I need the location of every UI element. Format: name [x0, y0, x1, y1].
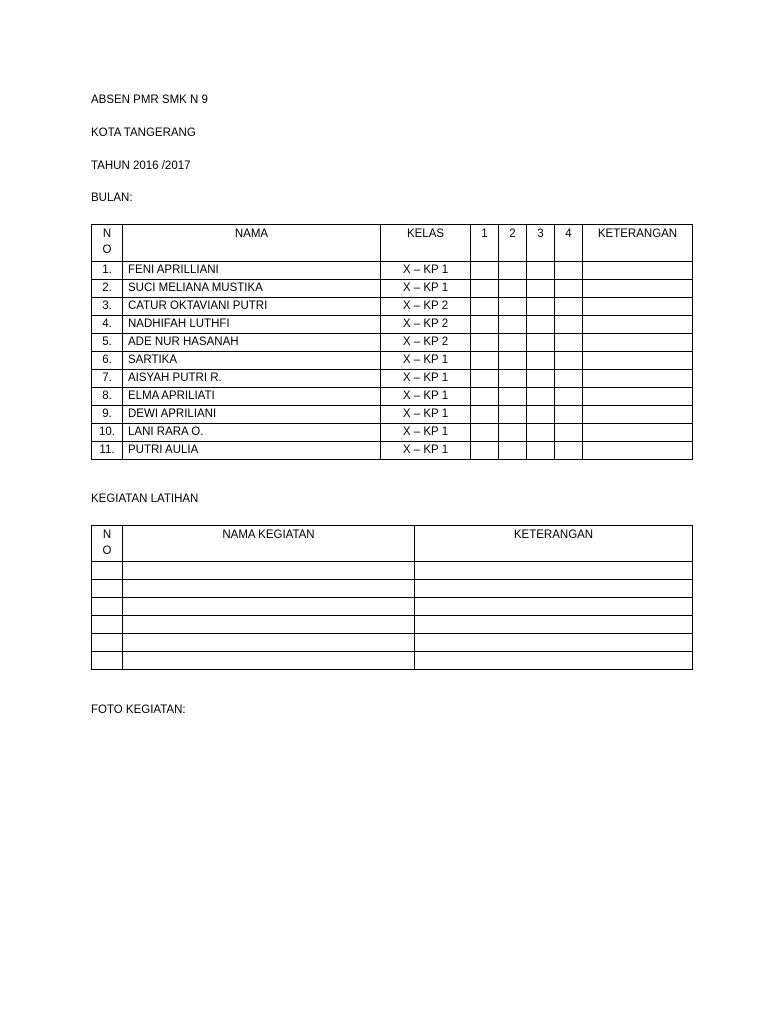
table-row — [92, 598, 693, 616]
row-week-3 — [527, 370, 555, 388]
row-no: 1. — [92, 262, 123, 280]
table-row — [92, 370, 693, 388]
row-nama: ADE NUR HASANAH — [123, 334, 381, 352]
row-week-1 — [471, 298, 499, 316]
row-week-4 — [555, 352, 583, 370]
doc-year: TAHUN 2016 /2017 — [91, 160, 191, 172]
cell — [92, 562, 123, 580]
doc-month: BULAN: — [91, 192, 133, 204]
row-keterangan — [583, 370, 693, 388]
row-week-1 — [471, 388, 499, 406]
cell — [92, 580, 123, 598]
row-no: 9. — [92, 406, 123, 424]
cell — [123, 598, 415, 616]
row-nama: DEWI APRILIANI — [123, 406, 381, 424]
row-week-3 — [527, 298, 555, 316]
row-week-4 — [555, 298, 583, 316]
row-week-4 — [555, 280, 583, 298]
row-week-1 — [471, 406, 499, 424]
row-week-3 — [527, 442, 555, 460]
row-week-3 — [527, 262, 555, 280]
row-nama: ELMA APRILIATI — [123, 388, 381, 406]
row-week-4 — [555, 262, 583, 280]
row-week-1 — [471, 334, 499, 352]
row-kelas: X – KP 1 — [381, 352, 471, 370]
cell — [92, 652, 123, 670]
row-keterangan — [583, 406, 693, 424]
cell — [415, 598, 693, 616]
row-keterangan — [583, 442, 693, 460]
cell — [415, 652, 693, 670]
row-no: 6. — [92, 352, 123, 370]
cell — [123, 562, 415, 580]
table-row — [92, 262, 693, 280]
row-keterangan — [583, 352, 693, 370]
row-week-2 — [499, 316, 527, 334]
row-week-3 — [527, 388, 555, 406]
row-week-4 — [555, 334, 583, 352]
row-kelas: X – KP 1 — [381, 262, 471, 280]
row-week-4 — [555, 406, 583, 424]
row-nama: FENI APRILLIANI — [123, 262, 381, 280]
cell — [123, 634, 415, 652]
row-kelas: X – KP 1 — [381, 442, 471, 460]
row-week-3 — [527, 424, 555, 442]
doc-title: ABSEN PMR SMK N 9 — [91, 94, 208, 106]
row-kelas: X – KP 1 — [381, 406, 471, 424]
row-week-2 — [499, 406, 527, 424]
attendance-table — [91, 224, 693, 460]
row-week-3 — [527, 406, 555, 424]
table-row — [92, 442, 693, 460]
header-keterangan: KETERANGAN — [583, 225, 693, 262]
row-kelas: X – KP 1 — [381, 424, 471, 442]
cell — [415, 616, 693, 634]
kegiatan-title: KEGIATAN LATIHAN — [91, 493, 199, 505]
row-no: 8. — [92, 388, 123, 406]
row-keterangan — [583, 388, 693, 406]
cell — [123, 652, 415, 670]
row-no: 2. — [92, 280, 123, 298]
table-row — [92, 334, 693, 352]
cell — [123, 580, 415, 598]
row-keterangan — [583, 262, 693, 280]
table-row — [92, 652, 693, 670]
table-row — [92, 280, 693, 298]
row-keterangan — [583, 424, 693, 442]
table-row — [92, 616, 693, 634]
row-nama: SARTIKA — [123, 352, 381, 370]
table-row — [92, 298, 693, 316]
row-week-2 — [499, 442, 527, 460]
row-week-1 — [471, 352, 499, 370]
activity-header-nama-kegiatan: NAMA KEGIATAN — [123, 526, 415, 562]
header-no: N O — [92, 225, 123, 262]
row-week-1 — [471, 262, 499, 280]
row-week-4 — [555, 424, 583, 442]
header-week-3: 3 — [527, 225, 555, 262]
table-row — [92, 388, 693, 406]
row-no: 10. — [92, 424, 123, 442]
activity-header-no: N O — [92, 526, 123, 562]
row-nama: SUCI MELIANA MUSTIKA — [123, 280, 381, 298]
row-no: 11. — [92, 442, 123, 460]
row-week-3 — [527, 280, 555, 298]
header-week-4: 4 — [555, 225, 583, 262]
row-week-2 — [499, 280, 527, 298]
row-nama: AISYAH PUTRI R. — [123, 370, 381, 388]
cell — [415, 634, 693, 652]
row-week-2 — [499, 370, 527, 388]
row-week-3 — [527, 316, 555, 334]
cell — [92, 634, 123, 652]
row-no: 4. — [92, 316, 123, 334]
foto-title: FOTO KEGIATAN: — [91, 704, 186, 716]
row-no: 3. — [92, 298, 123, 316]
cell — [415, 562, 693, 580]
activity-header-row — [92, 526, 693, 562]
header-week-1: 1 — [471, 225, 499, 262]
row-week-1 — [471, 370, 499, 388]
activity-table — [91, 525, 693, 670]
row-kelas: X – KP 2 — [381, 298, 471, 316]
row-week-2 — [499, 352, 527, 370]
cell — [415, 580, 693, 598]
row-nama: PUTRI AULIA — [123, 442, 381, 460]
row-week-2 — [499, 298, 527, 316]
row-kelas: X – KP 2 — [381, 316, 471, 334]
table-row — [92, 562, 693, 580]
table-row — [92, 580, 693, 598]
attendance-header-row — [92, 225, 693, 262]
row-keterangan — [583, 280, 693, 298]
doc-city: KOTA TANGERANG — [91, 127, 196, 139]
row-nama: CATUR OKTAVIANI PUTRI — [123, 298, 381, 316]
row-week-3 — [527, 352, 555, 370]
row-kelas: X – KP 1 — [381, 280, 471, 298]
row-week-2 — [499, 262, 527, 280]
row-week-2 — [499, 388, 527, 406]
row-week-2 — [499, 334, 527, 352]
row-week-1 — [471, 280, 499, 298]
table-row — [92, 352, 693, 370]
row-kelas: X – KP 2 — [381, 334, 471, 352]
table-row — [92, 424, 693, 442]
row-week-4 — [555, 442, 583, 460]
row-kelas: X – KP 1 — [381, 370, 471, 388]
table-row — [92, 406, 693, 424]
row-week-1 — [471, 442, 499, 460]
cell — [92, 598, 123, 616]
row-keterangan — [583, 334, 693, 352]
row-keterangan — [583, 316, 693, 334]
row-no: 5. — [92, 334, 123, 352]
cell — [123, 616, 415, 634]
row-kelas: X – KP 1 — [381, 388, 471, 406]
row-week-2 — [499, 424, 527, 442]
row-week-1 — [471, 424, 499, 442]
row-week-3 — [527, 334, 555, 352]
header-kelas: KELAS — [381, 225, 471, 262]
row-nama: NADHIFAH LUTHFI — [123, 316, 381, 334]
table-row — [92, 316, 693, 334]
row-keterangan — [583, 298, 693, 316]
row-week-4 — [555, 316, 583, 334]
table-row — [92, 634, 693, 652]
row-week-4 — [555, 388, 583, 406]
row-week-1 — [471, 316, 499, 334]
header-week-2: 2 — [499, 225, 527, 262]
header-nama: NAMA — [123, 225, 381, 262]
cell — [92, 616, 123, 634]
activity-header-keterangan: KETERANGAN — [415, 526, 693, 562]
row-no: 7. — [92, 370, 123, 388]
row-nama: LANI RARA O. — [123, 424, 381, 442]
row-week-4 — [555, 370, 583, 388]
